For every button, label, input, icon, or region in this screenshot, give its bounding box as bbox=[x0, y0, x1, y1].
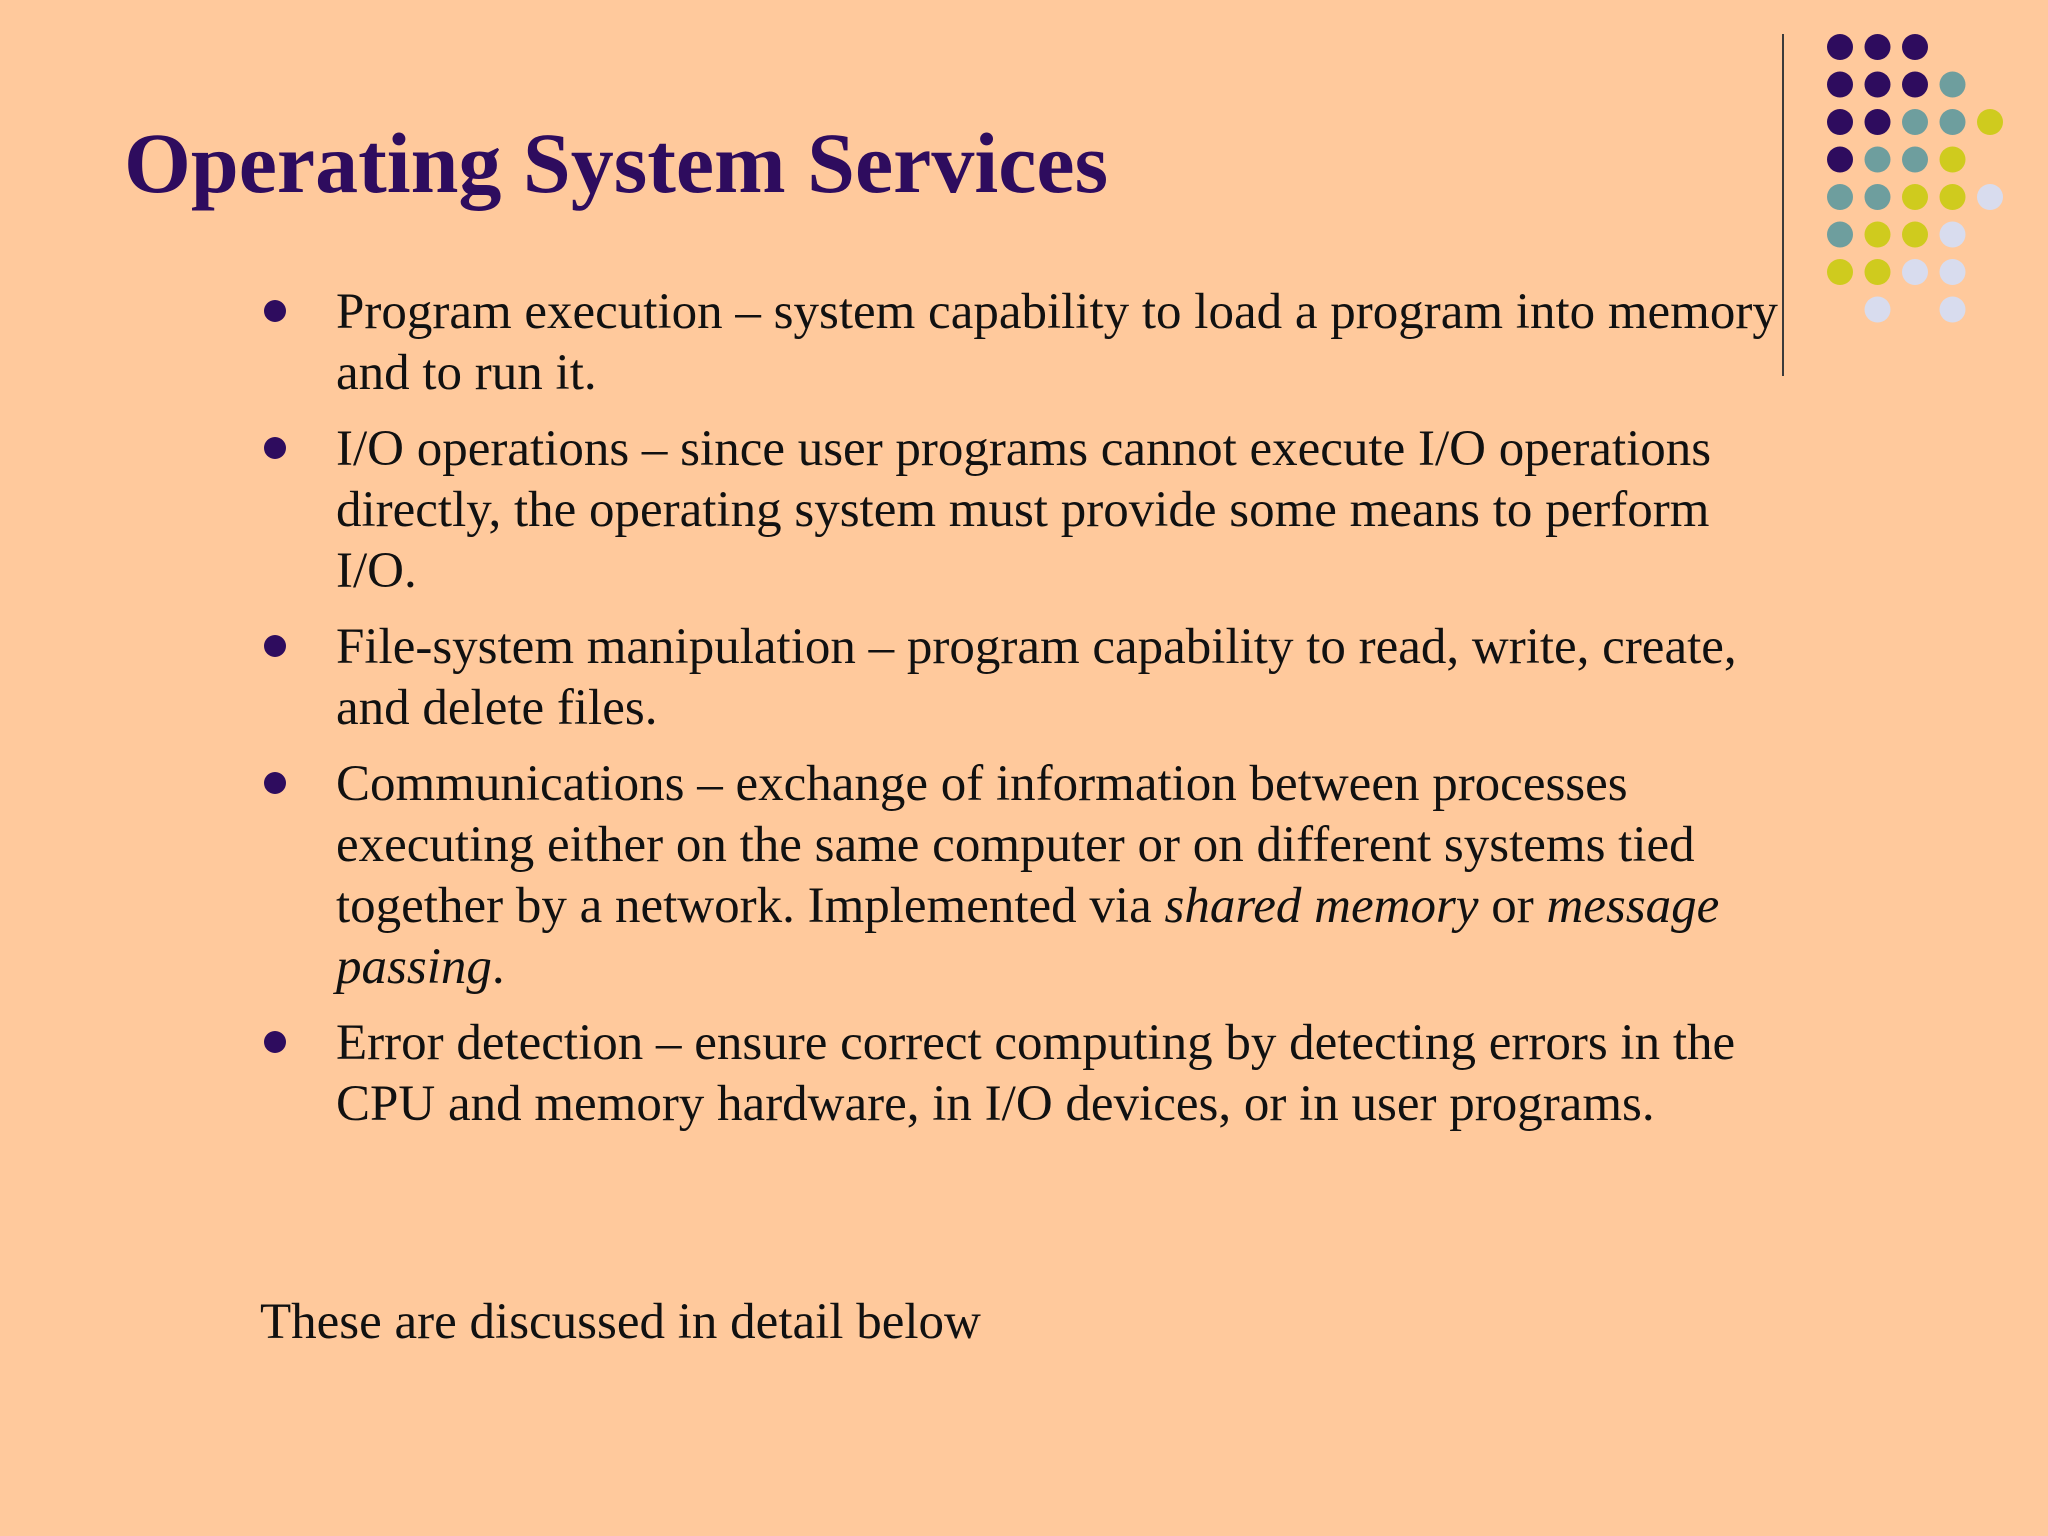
bullet-dot-icon bbox=[264, 1031, 286, 1053]
bullet-text: I/O operations – since user programs cannot execute I/O operations directly, the operating system must provide some means to perform I/O. bbox=[336, 421, 1712, 599]
decorative-dot bbox=[1865, 34, 1891, 60]
decorative-dot bbox=[1902, 34, 1928, 60]
decorative-dot bbox=[1865, 109, 1891, 135]
decorative-dot bbox=[1902, 72, 1928, 98]
bullet-item-io-operations bbox=[260, 419, 1800, 602]
slide-title: Operating System Services bbox=[124, 115, 1109, 211]
bullet-item-program-execution bbox=[260, 282, 1800, 404]
decorative-dot bbox=[1827, 34, 1853, 60]
decorative-dot bbox=[1902, 259, 1928, 285]
bullet-text-part: . bbox=[491, 939, 505, 995]
decorative-dot bbox=[1865, 72, 1891, 98]
bullet-item-error-detection bbox=[260, 1013, 1800, 1135]
bullet-list bbox=[260, 282, 1800, 1150]
decorative-dot bbox=[1827, 72, 1853, 98]
decorative-dot bbox=[1827, 147, 1853, 173]
bullet-dot-icon bbox=[264, 772, 286, 794]
decorative-dot bbox=[1827, 109, 1853, 135]
decorative-dot bbox=[1865, 147, 1891, 173]
footer-note: These are discussed in detail below bbox=[260, 1294, 981, 1350]
decorative-dot bbox=[1940, 259, 1966, 285]
decorative-dot bbox=[1940, 109, 1966, 135]
bullet-text-part: Communications – exchange of information between processes executing either on the same computer or on different systems tied together by a network. Implemented via bbox=[336, 756, 1695, 934]
decorative-dot bbox=[1902, 184, 1928, 210]
bullet-dot-icon bbox=[264, 437, 286, 459]
decorative-dot bbox=[1940, 222, 1966, 248]
decorative-dot bbox=[1977, 109, 2003, 135]
decorative-dot bbox=[1940, 297, 1966, 323]
decorative-dot bbox=[1977, 184, 2003, 210]
bullet-item-communications bbox=[260, 754, 1800, 998]
bullet-dot-icon bbox=[264, 635, 286, 657]
decorative-dot bbox=[1865, 184, 1891, 210]
decorative-dot bbox=[1940, 184, 1966, 210]
italic-term-message-passing: message passing bbox=[336, 878, 1720, 995]
bullet-text: File-system manipulation – program capability to read, write, create, and delete files. bbox=[336, 619, 1737, 736]
decorative-dot bbox=[1865, 259, 1891, 285]
decorative-dot bbox=[1902, 222, 1928, 248]
bullet-text-part: or bbox=[1478, 878, 1547, 934]
bullet-text: Error detection – ensure correct computing by detecting errors in the CPU and memory hardware, in I/O devices, or in user programs. bbox=[336, 1015, 1736, 1132]
decorative-dot bbox=[1940, 72, 1966, 98]
italic-term-shared-memory: shared memory bbox=[1164, 878, 1479, 934]
decorative-dot bbox=[1940, 147, 1966, 173]
decorative-dot bbox=[1827, 222, 1853, 248]
bullet-dot-icon bbox=[264, 300, 286, 322]
bullet-item-file-system bbox=[260, 617, 1800, 739]
decorative-dot bbox=[1827, 259, 1853, 285]
decorative-dot bbox=[1865, 222, 1891, 248]
decorative-dot bbox=[1827, 184, 1853, 210]
decorative-dot bbox=[1865, 297, 1891, 323]
decorative-dot bbox=[1902, 109, 1928, 135]
bullet-text: Program execution – system capability to load a program into memory and to run it. bbox=[336, 284, 1778, 401]
decorative-dot bbox=[1902, 147, 1928, 173]
bullet-text bbox=[336, 754, 1800, 998]
